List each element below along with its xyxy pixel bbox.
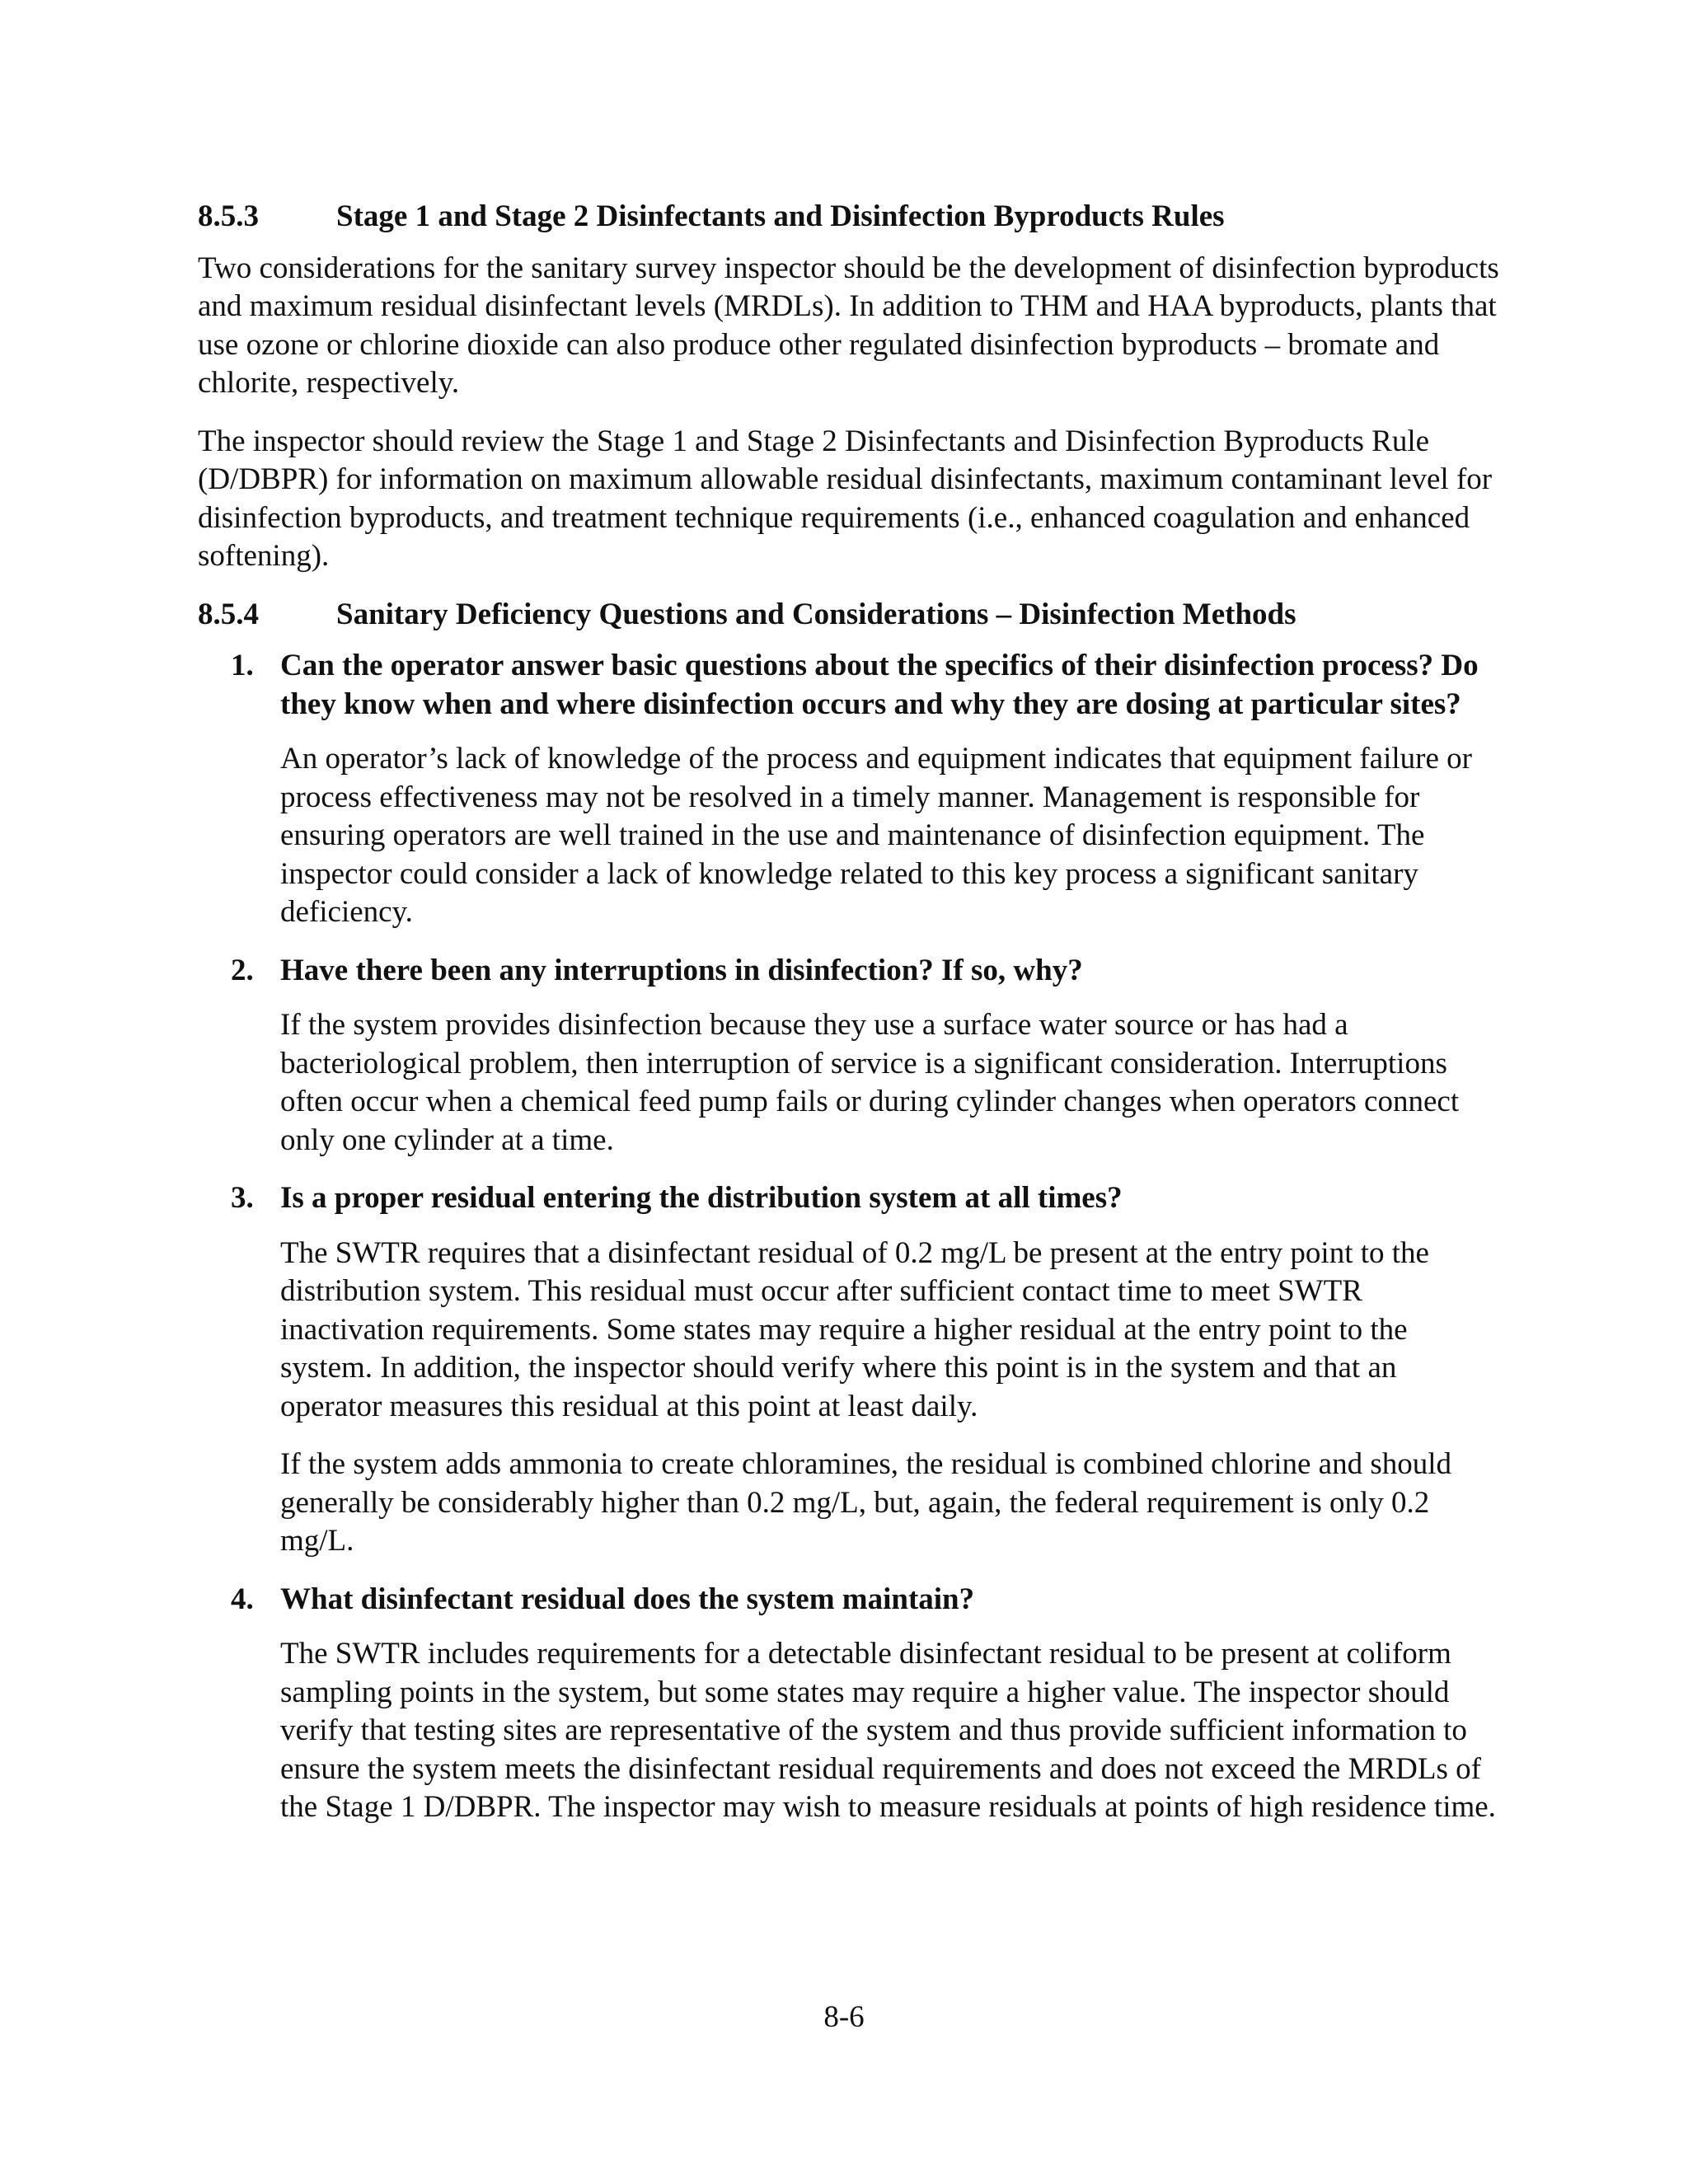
page-number: 8-6: [823, 2000, 865, 2034]
answer-paragraph: If the system adds ammonia to create chloramines, the residual is combined chlorine and should generally be considerably higher than 0.2 mg/L, but, again, the federal requirement is only 0.2 mg/L.: [280, 1447, 1452, 1558]
question-item-2: [231, 952, 1500, 991]
answer-paragraph: An operator’s lack of knowledge of the process and equipment indicates that equipment failure or process effectiveness may not be resolved in a timely manner. Management is responsible for ensuring operators are well trained in the use and maintenance of disinfection equipment. The inspector could consider a lack of knowledge related to this key process a significant sanitary deficiency.: [280, 742, 1472, 929]
answer-paragraph: The SWTR requires that a disinfectant residual of 0.2 mg/L be present at the entry point to the distribution system. This residual must occur after sufficient contact time to meet SWTR inactivation requirements. Some states may require a higher residual at the entry point to the system. In addition, the inspector should verify where this point is in the system and that an operator measures this residual at this point at least daily.: [280, 1235, 1429, 1423]
paragraph-review-ddbpr: The inspector should review the Stage 1 and Stage 2 Disinfectants and Disinfection Byproducts Rule (D/DBPR) for information on maximum allowable residual disinfectants, maximum contaminant level for disinfection byproducts, and treatment technique requirements (i.e., enhanced coagulation and enhanced softening).: [198, 424, 1493, 573]
section-heading-8-5-3: [198, 198, 1500, 237]
question-item-4: [231, 1581, 1500, 1619]
section-heading-8-5-4: [198, 596, 1500, 635]
question-number: 4.: [231, 1582, 254, 1616]
question-text: Have there been any interruptions in disinfection? If so, why?: [280, 953, 1083, 987]
question-number: 2.: [231, 953, 254, 987]
section-title: Stage 1 and Stage 2 Disinfectants and Disinfection Byproducts Rules: [336, 199, 1225, 233]
document-page: [198, 198, 1500, 1847]
section-number: 8.5.3: [198, 199, 259, 233]
answer-paragraph: The SWTR includes requirements for a detectable disinfectant residual to be present at coliform sampling points in the system, but some states may require a higher value. The inspector should verify that testing sites are representative of the system and thus provide sufficient information to ensure the system meets the disinfectant residual requirements and does not exceed the MRDLs of the Stage 1 D/DBPR. The inspector may wish to measure residuals at points of high residence time.: [280, 1637, 1496, 1824]
question-number: 3.: [231, 1181, 254, 1215]
question-text: What disinfectant residual does the system maintain?: [280, 1582, 975, 1616]
question-number: 1.: [231, 649, 254, 682]
question-text: Can the operator answer basic questions about the specifics of their disinfection process? Do they know when and where disinfection occurs and why they are dosing at particular sites?: [280, 649, 1479, 721]
paragraph-byproducts-considerations: Two considerations for the sanitary survey inspector should be the development of disinfection byproducts and maximum residual disinfectant levels (MRDLs). In addition to THM and HAA byproducts, plants that use ozone or chlorine dioxide can also produce other regulated disinfection byproducts – bromate and chlorite, respectively.: [198, 251, 1499, 400]
section-title: Sanitary Deficiency Questions and Considerations – Disinfection Methods: [336, 597, 1296, 631]
answer-paragraph: If the system provides disinfection because they use a surface water source or has had a bacteriological problem, then interruption of service is a significant consideration. Interruptions often occur when a chemical feed pump fails or during cylinder changes when operators connect only one cylinder at a time.: [280, 1008, 1460, 1157]
question-item-1: [231, 647, 1500, 724]
section-number: 8.5.4: [198, 597, 259, 631]
question-item-3: [231, 1179, 1500, 1218]
question-text: Is a proper residual entering the distribution system at all times?: [280, 1181, 1123, 1215]
